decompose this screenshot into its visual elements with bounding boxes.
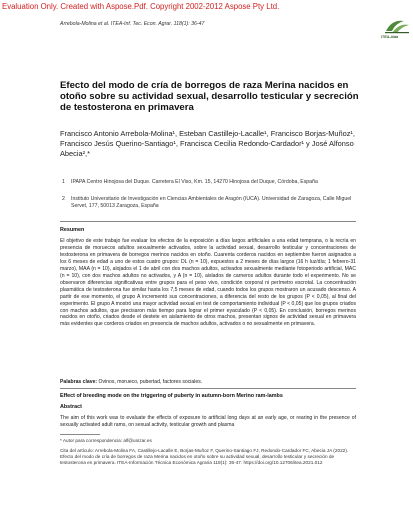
author-list: Francisco Antonio Arrebola-Molina¹, Esteban Castillejo-Lacalle¹, Francisco Borjas-Muñoz¹, Francisco Jesús Querino-Santiago¹, Francisca Cecilia Redondo-Cardador¹ y José Alfonso Abecia²,*: [60, 129, 355, 158]
divider: [60, 221, 356, 222]
abstract-heading: Abstract: [60, 404, 82, 410]
keywords: [60, 379, 356, 386]
affiliation-2: [62, 196, 362, 210]
keywords-list: Ovinos, morueco, pubertad, factores sociales.: [98, 379, 203, 385]
article-title: Efecto del modo de cría de borregos de raza Merina nacidos en otoño sobre su actividad sexual, desarrollo testicular y secreción de testosterona en primavera: [60, 80, 359, 114]
affiliation-number: 2: [62, 196, 65, 202]
watermark: Evaluation Only. Created with Aspose.Pdf. Copyright 2002-2012 Aspose Pty Ltd.: [2, 2, 280, 11]
resumen-body: El objetivo de este trabajo fue evaluar los efectos de la exposición a días largos artificiales a una edad temprana, o la recría en presencia de moruecos adultos sexualmente activados, sobre la actividad sexual, desarrollo testicular y concentraciones de testosterona en primavera de borregos merinos nacidos en otoño. Cuarenta corderos nacidos en septiembre fueron asignados a los 6 meses de edad a uno de estos cuatro grupos: DL (n = 10), expuestos a 2 meses de días largos (16 h luz/día; 1 febrero-31 marzo), MAA (n = 10), alojados el 1 de abril con dos machos adultos, activados sexualmente mediante fotoperiodo artificial, MAC (n = 10), con dos machos adultos no activados, y A (n = 10), aislados de carneros adultos durante todo el experimento. No se observaron diferencias significativas entre grupos para el peso vivo, condición corporal ni perímetro escrotal. La concentración plasmática de testosterona fue similar hasta los 7,5 meses de edad, cuando todos los grupos mostraron un acusado descenso. A partir de ese momento, el grupo A incrementó sus concentraciones, a diferencia del resto de los grupos (P < 0,05), al final del experimento. El grupo A mostró una mayor actividad sexual en test de comportamiento individual (P < 0,05) que los grupos criados con machos adultos, que precisaron más tiempo para lograr el primer eyaculado (P < 0,05). En conclusión, borregos merinos nacidos en otoño, criados desde el destete en aislamiento de otros machos, presentan signos de actividad sexual en primavera más evidentes que corderos criados en presencia de machos adultos, activados o no sexualmente en primavera.: [60, 238, 356, 328]
english-title: Effect of breeding mode on the triggering of puberty in autumn-born Merino ram-lambs: [60, 393, 283, 399]
footnote-divider: [60, 434, 100, 435]
resumen-heading: Resumen: [60, 227, 85, 233]
abstract-text: The aim of this work was to evaluate the effects of exposure to artificial long days at an early age, or rearing in the presence of sexually activated adult rams, on sexual activity, testicular growth and plasma: [60, 415, 356, 428]
logo-text: ITEA-Aida: [381, 35, 399, 39]
affiliation-text: IPAPA Centro Hinojosa del Duque. Carretera El Viso, Km. 15, 14270 Hinojosa del Duque, Córdoba, España: [71, 179, 318, 185]
keywords-label: Palabras clave:: [60, 379, 98, 385]
affiliation-number: 1: [62, 179, 65, 185]
page-header: [60, 21, 400, 39]
affiliation-1: [62, 179, 362, 186]
journal-citation: Arrebola-Molina et al. ITEA-Inf. Tec. Econ. Agrar. 118(1): 36-47: [60, 21, 205, 27]
correspondence-note: * Autor para correspondencia: alf@unizar.es: [60, 438, 152, 443]
itea-logo-icon: [382, 17, 412, 37]
affiliation-text: Instituto Universitario de Investigación en Ciencias Ambientales de Aragón (IUCA). Universidad de Zaragoza, Calle Miguel Servet, 177, 50013 Zaragoza, España: [71, 196, 352, 209]
divider: [60, 388, 356, 389]
citation-note: Cita del artículo: Arrebola-Molina FA, Castillejo-Lacalle E, Borjas-Muñoz F, Querino-Santiago FJ, Redondo-Cardador FC, Abecia JA (2022). Efecto del modo de cría de borregos de raza Merina nacidos en otoño sobre su actividad sexual, desarrollo testicular y secreción de testosterona en primavera. ITEA-Información Técnica Económica Agraria 118(1): 36-47. https://doi.org/10.12706/itea.2021.012: [60, 448, 349, 466]
resumen-text: [60, 238, 356, 328]
